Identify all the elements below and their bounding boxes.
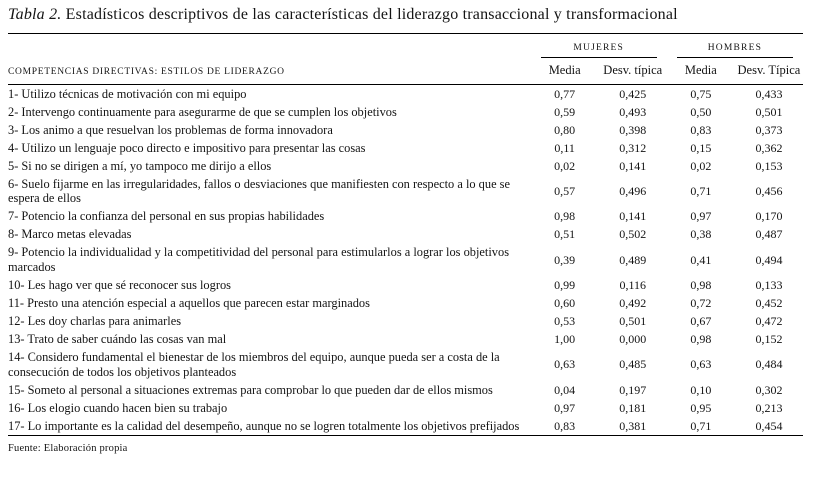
stat-value: 0,51 <box>554 227 576 242</box>
stat-value: 0,83 <box>554 418 576 433</box>
source-note: Fuente: Elaboración propia <box>8 443 128 455</box>
item-label: 6- Suelo fijarme en las irregularidades, fallos o desviaciones que manifiesten con respecto a lo que se espera de ellos <box>8 176 510 206</box>
table-row <box>8 417 803 436</box>
stat-value: 0,02 <box>554 158 576 173</box>
item-label: 7- Potencio la confianza del personal en sus propias habilidades <box>8 209 325 224</box>
table-row <box>8 226 803 244</box>
table-row <box>8 331 803 349</box>
stat-value: 0,116 <box>619 278 647 292</box>
stat-value: 0,501 <box>619 314 647 328</box>
group-header-row <box>8 34 803 59</box>
stat-value: 0,11 <box>554 140 575 155</box>
stat-value: 0,50 <box>690 104 712 119</box>
stat-value: 0,53 <box>554 314 576 328</box>
stat-value: 0,197 <box>619 382 647 397</box>
stat-value: 0,213 <box>755 400 783 415</box>
stat-value: 0,398 <box>619 122 647 137</box>
stat-value: 0,456 <box>755 183 783 198</box>
table-body <box>8 85 803 436</box>
item-label: 15- Someto al personal a situaciones extremas para comprobar lo que pueden dar de ellos mismos <box>8 382 493 397</box>
table-row <box>8 139 803 157</box>
stat-value: 0,38 <box>690 227 712 242</box>
stat-value: 0,98 <box>554 209 576 224</box>
stat-value: 0,454 <box>755 418 783 433</box>
stat-value: 0,141 <box>619 209 647 224</box>
stat-value: 0,04 <box>554 382 576 397</box>
stat-value: 0,152 <box>755 332 783 346</box>
stat-value: 0,39 <box>554 252 576 267</box>
stat-value: 0,433 <box>755 86 783 101</box>
column-header-competencias: COMPETENCIAS DIRECTIVAS: ESTILOS DE LIDERAZGO <box>8 34 531 85</box>
stat-value: 0,67 <box>690 314 712 328</box>
stat-value: 0,312 <box>619 140 647 155</box>
item-label: 11- Presto una atención especial a aquellos que parecen estar marginados <box>8 296 370 311</box>
stat-value: 0,71 <box>690 418 712 433</box>
stat-value: 0,10 <box>690 382 712 397</box>
stat-value: 0,485 <box>619 357 647 372</box>
stat-value: 0,57 <box>554 183 576 198</box>
stat-value: 0,452 <box>755 296 783 310</box>
item-label: 1- Utilizo técnicas de motivación con mi equipo <box>8 86 247 101</box>
group-header-mujeres: MUJERES <box>541 43 657 58</box>
item-label: 3- Los animo a que resuelvan los problemas de forma innovadora <box>8 122 333 137</box>
item-label: 2- Intervengo continuamente para asegurarme de que se cumplen los objetivos <box>8 104 397 119</box>
group-header-hombres-cell <box>667 34 803 59</box>
stat-value: 0,484 <box>755 357 783 372</box>
stat-value: 0,60 <box>554 296 576 310</box>
stat-value: 0,98 <box>690 278 712 292</box>
table-row <box>8 349 803 382</box>
stat-value: 0,502 <box>619 227 647 242</box>
stat-value: 0,381 <box>619 418 647 433</box>
item-label: 14- Considero fundamental el bienestar de los miembros del equipo, aunque pueda ser a costa de la consecución de todos los objetivos planteados <box>8 350 500 379</box>
stat-value: 0,97 <box>690 209 712 224</box>
stat-value: 0,83 <box>690 122 712 137</box>
stat-value: 1,00 <box>554 332 576 346</box>
subheader-mujeres-media: Media <box>531 58 599 85</box>
stat-value: 0,133 <box>755 278 783 292</box>
stat-value: 0,41 <box>690 252 712 267</box>
subheader-hombres-media: Media <box>667 58 735 85</box>
stat-value: 0,98 <box>690 332 712 346</box>
stat-value: 0,59 <box>554 104 576 119</box>
group-header-hombres: HOMBRES <box>677 43 793 58</box>
stat-value: 0,373 <box>755 122 783 137</box>
group-header-mujeres-cell <box>531 34 667 59</box>
table-row <box>8 381 803 399</box>
subheader-mujeres-desv: Desv. típica <box>599 58 667 85</box>
table-title-text: Estadísticos descriptivos de las características del liderazgo transaccional y transformacional <box>61 6 678 23</box>
stat-value: 0,72 <box>690 296 712 310</box>
item-label: 17- Lo importante es la calidad del desempeño, aunque no se logren totalmente los objetivos prefijados <box>8 418 520 433</box>
table-title-label: Tabla 2. <box>8 6 62 23</box>
item-label: 4- Utilizo un lenguaje poco directo e impositivo para presentar las cosas <box>8 140 366 155</box>
stat-value: 0,493 <box>619 104 647 119</box>
table-row <box>8 157 803 175</box>
item-label: 5- Si no se dirigen a mí, yo tampoco me dirijo a ellos <box>8 158 272 173</box>
stat-value: 0,170 <box>755 209 783 224</box>
stat-value: 0,501 <box>755 104 783 119</box>
stat-value: 0,425 <box>619 86 647 101</box>
table-row <box>8 121 803 139</box>
table-title <box>8 6 803 24</box>
stat-value: 0,494 <box>755 252 783 267</box>
table-row <box>8 244 803 277</box>
table-row <box>8 313 803 331</box>
stat-value: 0,63 <box>690 357 712 372</box>
stat-value: 0,302 <box>755 382 783 397</box>
item-label: 9- Potencio la individualidad y la competitividad del personal para estimularlos a lograr los objetivos marcados <box>8 245 510 275</box>
stat-value: 0,487 <box>755 227 783 242</box>
stat-value: 0,496 <box>619 183 647 198</box>
item-label: 13- Trato de saber cuándo las cosas van mal <box>8 332 227 347</box>
table-row <box>8 277 803 295</box>
stat-value: 0,71 <box>690 183 712 198</box>
stat-value: 0,489 <box>619 252 647 267</box>
stat-value: 0,99 <box>554 278 576 292</box>
stat-value: 0,362 <box>755 140 783 155</box>
stat-value: 0,141 <box>619 158 647 173</box>
stat-value: 0,181 <box>619 400 647 415</box>
table-row <box>8 85 803 104</box>
table-header <box>8 34 803 85</box>
stat-value: 0,63 <box>554 357 576 372</box>
item-label: 16- Los elogio cuando hacen bien su trabajo <box>8 400 228 415</box>
subheader-hombres-desv: Desv. Típica <box>735 58 803 85</box>
table-row <box>8 175 803 208</box>
stat-value: 0,80 <box>554 122 576 137</box>
stat-value: 0,153 <box>755 158 783 173</box>
item-label: 8- Marco metas elevadas <box>8 227 132 242</box>
stat-value: 0,77 <box>554 86 576 101</box>
stat-value: 0,02 <box>690 158 712 173</box>
table-row <box>8 295 803 313</box>
item-label: 10- Les hago ver que sé reconocer sus logros <box>8 278 231 293</box>
item-label: 12- Les doy charlas para animarles <box>8 314 182 329</box>
stat-value: 0,000 <box>619 332 647 346</box>
descriptive-stats-table <box>8 33 803 436</box>
table-row <box>8 208 803 226</box>
stat-value: 0,472 <box>755 314 783 328</box>
stat-value: 0,97 <box>554 400 576 415</box>
table-row <box>8 103 803 121</box>
stat-value: 0,95 <box>690 400 712 415</box>
stat-value: 0,75 <box>690 86 712 101</box>
stat-value: 0,15 <box>690 140 712 155</box>
stat-value: 0,492 <box>619 296 647 310</box>
table-row <box>8 399 803 417</box>
